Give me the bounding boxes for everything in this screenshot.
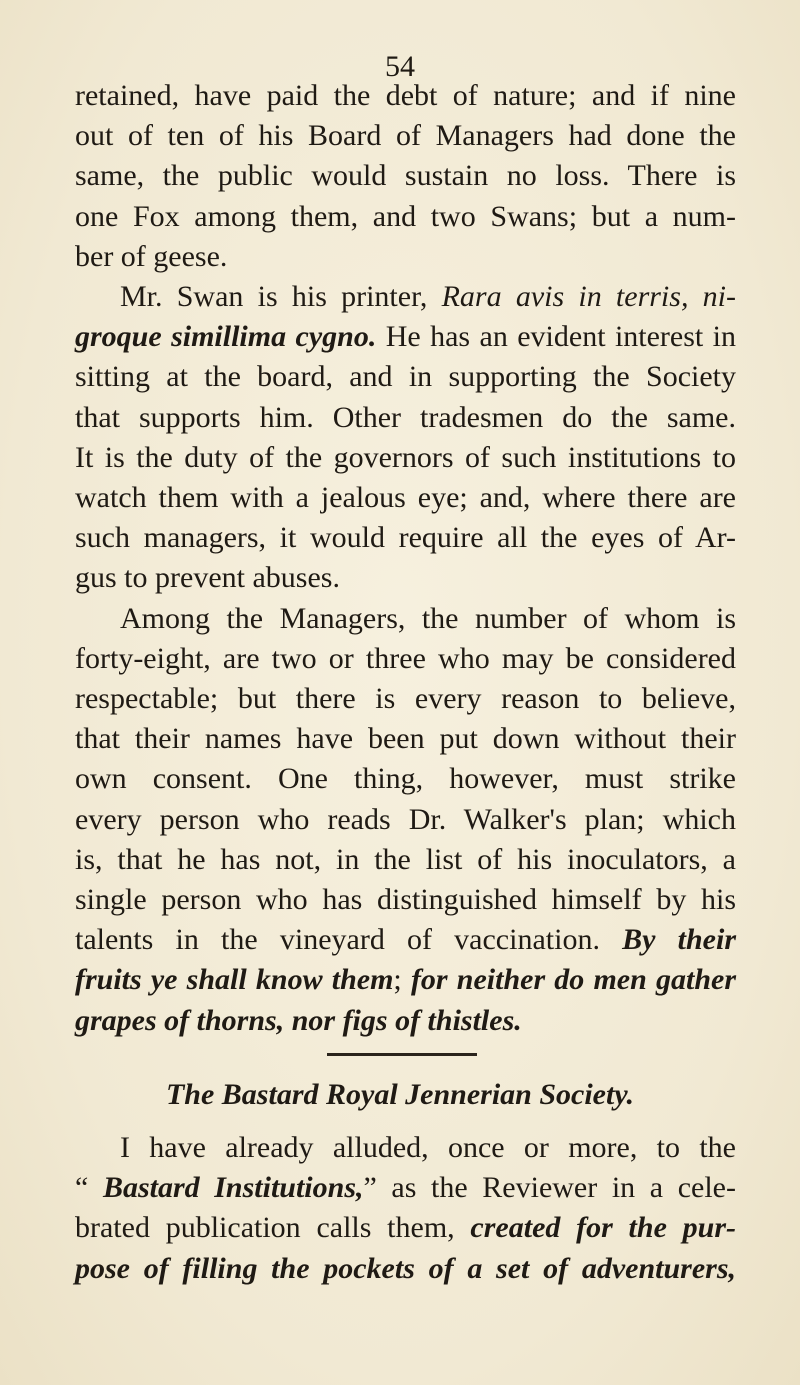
text-run: ber of geese. bbox=[75, 239, 228, 273]
text-line bbox=[75, 154, 736, 198]
text-run: pose of filling the pockets of a set of adventurers, bbox=[75, 1251, 736, 1285]
text-line bbox=[75, 1247, 736, 1291]
text-run: “ bbox=[75, 1171, 103, 1205]
text-line bbox=[75, 717, 736, 761]
text-line bbox=[75, 476, 736, 520]
text-run: ” as the Reviewer in a cele- bbox=[363, 1171, 736, 1205]
text-run: created for the pur- bbox=[470, 1211, 736, 1245]
text-run: watch them with a jealous eye; and, where there are bbox=[75, 481, 736, 514]
section-divider bbox=[327, 1053, 477, 1056]
text-run: Mr. Swan is his printer, bbox=[120, 280, 442, 313]
text-line bbox=[75, 878, 736, 922]
text-run: retained, have paid the debt of nature; and if nine bbox=[75, 79, 736, 112]
text-run: Among the Managers, the number of whom is bbox=[120, 601, 736, 635]
text-run: grapes of thorns, nor figs of thistles. bbox=[75, 1003, 522, 1037]
text-run: forty-eight, are two or three who may be considered bbox=[75, 641, 736, 675]
section-heading: The Bastard Royal Jennerian Society. bbox=[165, 1078, 635, 1111]
page-number: 54 bbox=[385, 50, 415, 83]
text-line bbox=[75, 74, 736, 118]
text-run: fruits ye shall know them bbox=[75, 963, 394, 997]
text-run: groque simillima cygno. bbox=[75, 320, 377, 354]
text-run: Rara avis in terris, ni- bbox=[441, 280, 736, 313]
text-line bbox=[75, 1166, 736, 1210]
text-line bbox=[75, 757, 736, 801]
text-run: It is the duty of the governors of such institutions to bbox=[75, 440, 736, 474]
text-run: that supports him. Other tradesmen do the same. bbox=[75, 400, 736, 434]
text-run: single person who has distinguished himself by his bbox=[75, 883, 736, 916]
text-line bbox=[75, 798, 736, 842]
text-run: respectable; but there is every reason to believe, bbox=[75, 682, 736, 715]
text-line bbox=[75, 114, 736, 158]
text-run: He has an evident interest in bbox=[376, 320, 736, 354]
text-run: By their bbox=[622, 923, 736, 957]
text-line bbox=[75, 195, 736, 239]
text-run: such managers, it would require all the eyes of Ar- bbox=[75, 521, 736, 555]
text-run: that their names have been put down without their bbox=[75, 722, 736, 756]
text-line bbox=[75, 999, 736, 1043]
text-run: is, that he has not, in the list of his inoculators, a bbox=[75, 842, 736, 876]
text-run: ; bbox=[393, 963, 411, 997]
text-line bbox=[75, 958, 736, 1002]
text-line bbox=[75, 677, 736, 721]
text-run: gus to prevent abuses. bbox=[75, 561, 340, 595]
text-run: I have already alluded, once or more, to the bbox=[120, 1131, 736, 1164]
text-line bbox=[75, 396, 736, 440]
text-line bbox=[120, 275, 736, 319]
text-line bbox=[75, 355, 736, 399]
text-line bbox=[75, 516, 736, 560]
text-line bbox=[75, 1206, 736, 1250]
text-run: brated publication calls them, bbox=[75, 1211, 471, 1245]
text-line bbox=[75, 315, 736, 359]
text-run: same, the public would sustain no loss. There is bbox=[75, 159, 736, 193]
text-run: talents in the vineyard of vaccination. bbox=[75, 923, 623, 957]
text-run: every person who reads Dr. Walker's plan; which bbox=[75, 802, 736, 836]
text-line bbox=[120, 1126, 736, 1170]
text-line bbox=[75, 235, 736, 279]
text-line bbox=[120, 597, 736, 641]
text-line bbox=[75, 637, 736, 681]
text-run: for neither do men gather bbox=[410, 963, 736, 997]
text-run: out of ten of his Board of Managers had done the bbox=[75, 119, 736, 153]
text-line bbox=[75, 918, 736, 962]
text-run: own consent. One thing, however, must strike bbox=[75, 762, 736, 796]
text-line bbox=[75, 838, 736, 882]
text-line bbox=[75, 556, 736, 600]
text-run: sitting at the board, and in supporting the Society bbox=[75, 360, 736, 394]
text-line bbox=[75, 436, 736, 480]
text-run: Bastard Institutions, bbox=[102, 1171, 364, 1205]
text-run: one Fox among them, and two Swans; but a num- bbox=[75, 199, 736, 233]
